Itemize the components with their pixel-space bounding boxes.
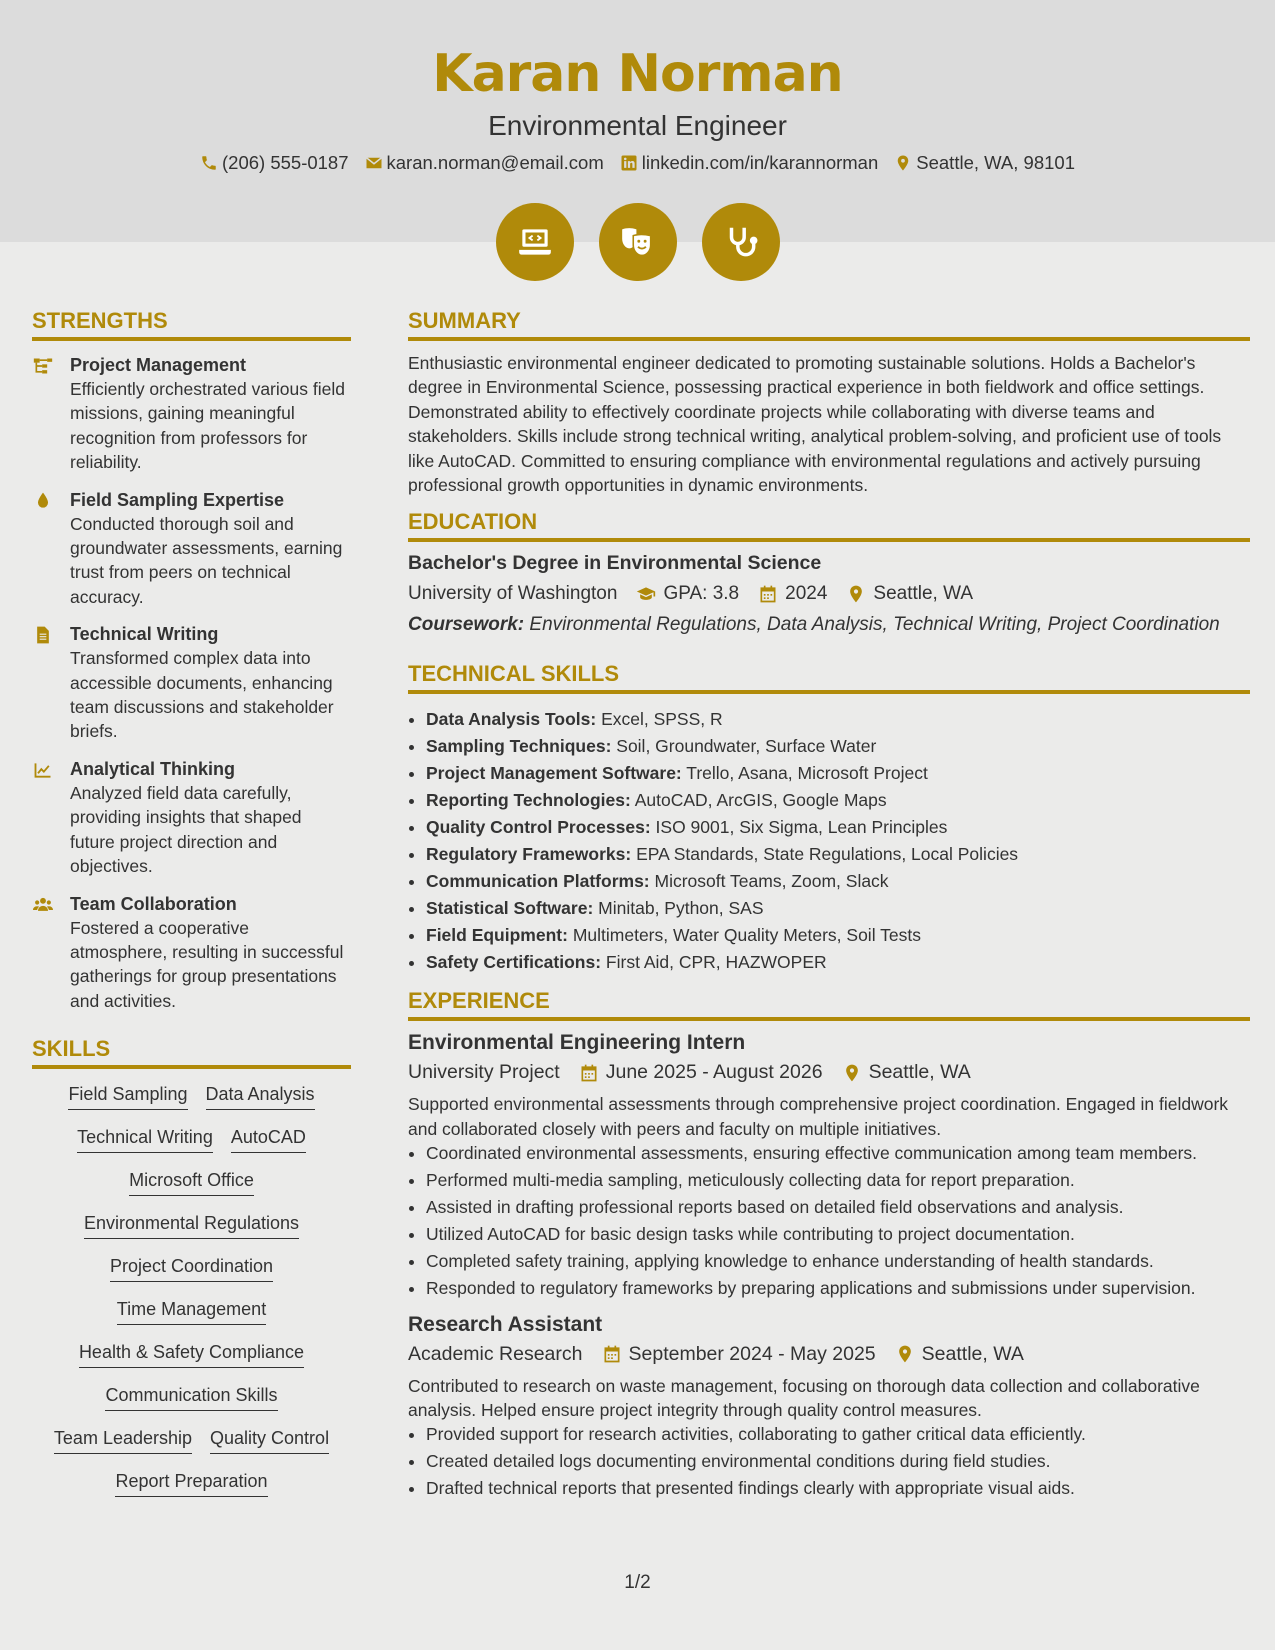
list-item: • Drafted technical reports that presented findings clearly with appropriate visual aids. — [426, 1476, 1250, 1500]
education-year: 2024 — [785, 583, 828, 605]
strength-item — [32, 757, 351, 879]
tech-skill-value: AutoCAD, ArcGIS, Google Maps — [634, 790, 887, 811]
skill-tag: Microsoft Office — [129, 1169, 254, 1196]
experience-entry — [408, 1031, 1250, 1300]
coursework-label: Coursework: — [408, 614, 525, 636]
page-number: 1/2 — [624, 1572, 651, 1593]
list-item — [426, 733, 1250, 760]
email-icon — [365, 154, 383, 172]
sitemap-icon — [32, 356, 54, 376]
contact-location-text: Seattle, WA, 98101 — [916, 152, 1075, 173]
strength-title: Technical Writing — [70, 624, 219, 645]
strengths-heading: STRENGTHS — [32, 308, 351, 341]
job-meta — [408, 1061, 1250, 1084]
job-location: Seattle, WA — [921, 1342, 1024, 1365]
list-item: • Completed safety training, applying knowledge to enhance understanding of health standards. — [426, 1249, 1250, 1273]
hobby-icons — [0, 203, 1275, 281]
laptop-code-icon — [516, 223, 554, 261]
skill-tag: Technical Writing — [77, 1126, 213, 1153]
list-item — [426, 949, 1250, 976]
list-item — [426, 868, 1250, 895]
job-role: Research Assistant — [408, 1312, 603, 1336]
tech-skill-value: Excel, SPSS, R — [601, 709, 723, 730]
job-bullets — [408, 1422, 1250, 1500]
list-item: • Assisted in drafting professional reports based on detailed field observations and analysis. — [426, 1195, 1250, 1219]
strength-desc: Transformed complex data into accessible documents, enhancing team discussions and stakeholder briefs. — [70, 648, 334, 742]
calendar-icon — [757, 584, 779, 604]
list-item — [426, 760, 1250, 787]
tech-skill-label: Field Equipment: — [426, 925, 568, 946]
job-meta — [408, 1343, 1250, 1366]
job-org: Academic Research — [408, 1342, 583, 1365]
strength-desc: Fostered a cooperative atmosphere, resulting in successful gatherings for group presentations and activities. — [70, 917, 344, 1011]
tech-skill-label: Quality Control Processes: — [426, 817, 651, 838]
tech-skill-label: Communication Platforms: — [426, 871, 650, 892]
list-item — [426, 841, 1250, 868]
technical-skills-list — [408, 706, 1250, 976]
strength-desc: Conducted thorough soil and groundwater assessments, earning trust from peers on technical accuracy. — [70, 513, 343, 607]
calendar-icon — [601, 1344, 623, 1364]
strength-title: Analytical Thinking — [70, 758, 236, 779]
phone-icon — [200, 154, 218, 172]
contact-phone[interactable] — [200, 152, 349, 174]
education-location: Seattle, WA — [873, 583, 974, 605]
left-column — [32, 308, 351, 1497]
education-gpa: GPA: 3.8 — [663, 583, 740, 605]
contact-location — [894, 152, 1075, 174]
list-item: • Provided support for research activities, collaborating to gather critical data efficiently. — [426, 1422, 1250, 1446]
tech-skill-label: Project Management Software: — [426, 763, 682, 784]
skill-tag: Project Coordination — [110, 1255, 273, 1282]
theater-masks-icon — [619, 223, 657, 261]
tech-skill-value: Minitab, Python, SAS — [598, 898, 764, 919]
location-icon — [894, 1344, 916, 1364]
skill-tag: AutoCAD — [231, 1126, 306, 1153]
line-chart-icon — [32, 760, 54, 780]
education-details — [408, 583, 1250, 605]
tech-skill-value: Trello, Asana, Microsoft Project — [686, 763, 928, 784]
job-bullets — [408, 1141, 1250, 1300]
skill-tag: Environmental Regulations — [84, 1212, 299, 1239]
strength-desc: Analyzed field data carefully, providing insights that shaped future project direction and objectives. — [70, 782, 302, 877]
tech-skill-label: Sampling Techniques: — [426, 736, 612, 757]
contact-email-text: karan.norman@email.com — [386, 152, 604, 173]
job-description: Contributed to research on waste management, focusing on thorough data collection and collaborative analysis. Helped ensure project integrity through quality control measures. — [408, 1375, 1200, 1421]
education-coursework — [408, 613, 1250, 637]
skill-tag: Report Preparation — [115, 1470, 267, 1497]
list-item: • Utilized AutoCAD for basic design tasks while contributing to project documentation. — [426, 1222, 1250, 1246]
list-item — [426, 814, 1250, 841]
tech-skill-value: ISO 9001, Six Sigma, Lean Principles — [655, 817, 948, 838]
technical-skills-heading: TECHNICAL SKILLS — [408, 661, 1250, 694]
list-item — [426, 706, 1250, 733]
tech-skill-value: Multimeters, Water Quality Meters, Soil Tests — [572, 925, 921, 946]
tech-skill-value: Soil, Groundwater, Surface Water — [616, 736, 877, 757]
strength-item — [32, 353, 351, 475]
list-item: • Coordinated environmental assessments, ensuring effective communication among team members. — [426, 1141, 1250, 1165]
skill-tag: Quality Control — [210, 1427, 329, 1454]
experience-entry — [408, 1313, 1250, 1501]
tech-skill-value: EPA Standards, State Regulations, Local Policies — [636, 844, 1019, 865]
strength-item — [32, 892, 351, 1014]
tech-skill-value: First Aid, CPR, HAZWOPER — [605, 952, 827, 973]
list-item — [426, 895, 1250, 922]
skill-tag: Health & Safety Compliance — [79, 1341, 304, 1368]
education-school: University of Washington — [408, 583, 618, 605]
skill-tag: Data Analysis — [206, 1083, 315, 1110]
education-degree: Bachelor's Degree in Environmental Science — [408, 552, 822, 575]
contact-phone-text: (206) 555-0187 — [222, 152, 349, 173]
candidate-name: Karan Norman — [432, 44, 843, 104]
list-item: • Performed multi-media sampling, meticulously collecting data for report preparation. — [426, 1168, 1250, 1192]
tech-skill-label: Data Analysis Tools: — [426, 709, 597, 730]
tech-skill-label: Reporting Technologies: — [426, 790, 631, 811]
strength-item — [32, 488, 351, 610]
list-item: • Responded to regulatory frameworks by preparing applications and submissions under supervision. — [426, 1276, 1250, 1300]
skill-tag: Field Sampling — [68, 1083, 187, 1110]
strength-item — [32, 622, 351, 744]
tech-skill-value: Microsoft Teams, Zoom, Slack — [654, 871, 889, 892]
experience-heading: EXPERIENCE — [408, 988, 1250, 1021]
skills-list — [32, 1083, 351, 1497]
location-icon — [841, 1063, 863, 1083]
right-column — [408, 308, 1250, 1503]
contact-linkedin-text: linkedin.com/in/karannorman — [641, 152, 879, 173]
linkedin-icon — [620, 154, 638, 172]
tech-skill-label: Regulatory Frameworks: — [426, 844, 632, 865]
contact-email[interactable] — [365, 152, 604, 174]
contact-linkedin[interactable] — [620, 152, 879, 174]
strength-desc: Efficiently orchestrated various field missions, gaining meaningful recognition from professors for reliability. — [70, 379, 345, 473]
summary-heading: SUMMARY — [408, 308, 1250, 341]
strength-title: Field Sampling Expertise — [70, 489, 285, 510]
job-org: University Project — [408, 1061, 560, 1084]
strengths-list — [32, 353, 351, 1013]
skills-heading: SKILLS — [32, 1036, 351, 1069]
hobby-circle-coding — [496, 203, 574, 281]
job-description: Supported environmental assessments through comprehensive project coordination. Engaged in fieldwork and collaborated closely with peers and faculty on multiple initiatives. — [408, 1094, 1229, 1139]
job-dates: June 2025 - August 2026 — [605, 1061, 823, 1084]
strength-title: Project Management — [70, 355, 247, 375]
education-heading: EDUCATION — [408, 509, 1250, 542]
summary-text: Enthusiastic environmental engineer dedicated to promoting sustainable solutions. Holds a Bachelor's degree in Environmental Science, possessing practical experience in both fieldwork and office settings. Demonstrated ability to effectively coordinate projects while collaborating with diverse teams and stakeholders. Skills include strong technical writing, analytical problem-solving, and proficient use of tools like AutoCAD. Committed to ensuring compliance with environmental regulations and actively pursuing professional growth opportunities in dynamic environments. — [408, 353, 1222, 496]
users-icon — [32, 895, 54, 915]
list-item — [426, 922, 1250, 949]
coursework-text: Environmental Regulations, Data Analysis, Technical Writing, Project Coordination — [529, 614, 1220, 636]
hobby-circle-theater — [599, 203, 677, 281]
droplet-icon — [32, 491, 54, 511]
tech-skill-label: Safety Certifications: — [426, 952, 602, 973]
calendar-icon — [578, 1063, 600, 1083]
hobby-circle-medical — [702, 203, 780, 281]
stethoscope-icon — [722, 223, 760, 261]
job-role: Environmental Engineering Intern — [408, 1031, 746, 1055]
job-location: Seattle, WA — [868, 1061, 971, 1084]
location-icon — [845, 584, 867, 604]
document-icon — [32, 625, 54, 645]
skill-tag: Team Leadership — [54, 1427, 192, 1454]
list-item — [426, 787, 1250, 814]
tech-skill-label: Statistical Software: — [426, 898, 594, 919]
job-title: Environmental Engineer — [488, 110, 787, 141]
list-item: • Created detailed logs documenting environmental conditions during field studies. — [426, 1449, 1250, 1473]
graduation-cap-icon — [635, 584, 657, 604]
skill-tag: Time Management — [117, 1298, 266, 1325]
strength-title: Team Collaboration — [70, 893, 237, 914]
location-icon — [894, 154, 912, 172]
skill-tag: Communication Skills — [105, 1384, 277, 1411]
contact-bar — [0, 152, 1275, 174]
job-dates: September 2024 - May 2025 — [628, 1342, 876, 1365]
